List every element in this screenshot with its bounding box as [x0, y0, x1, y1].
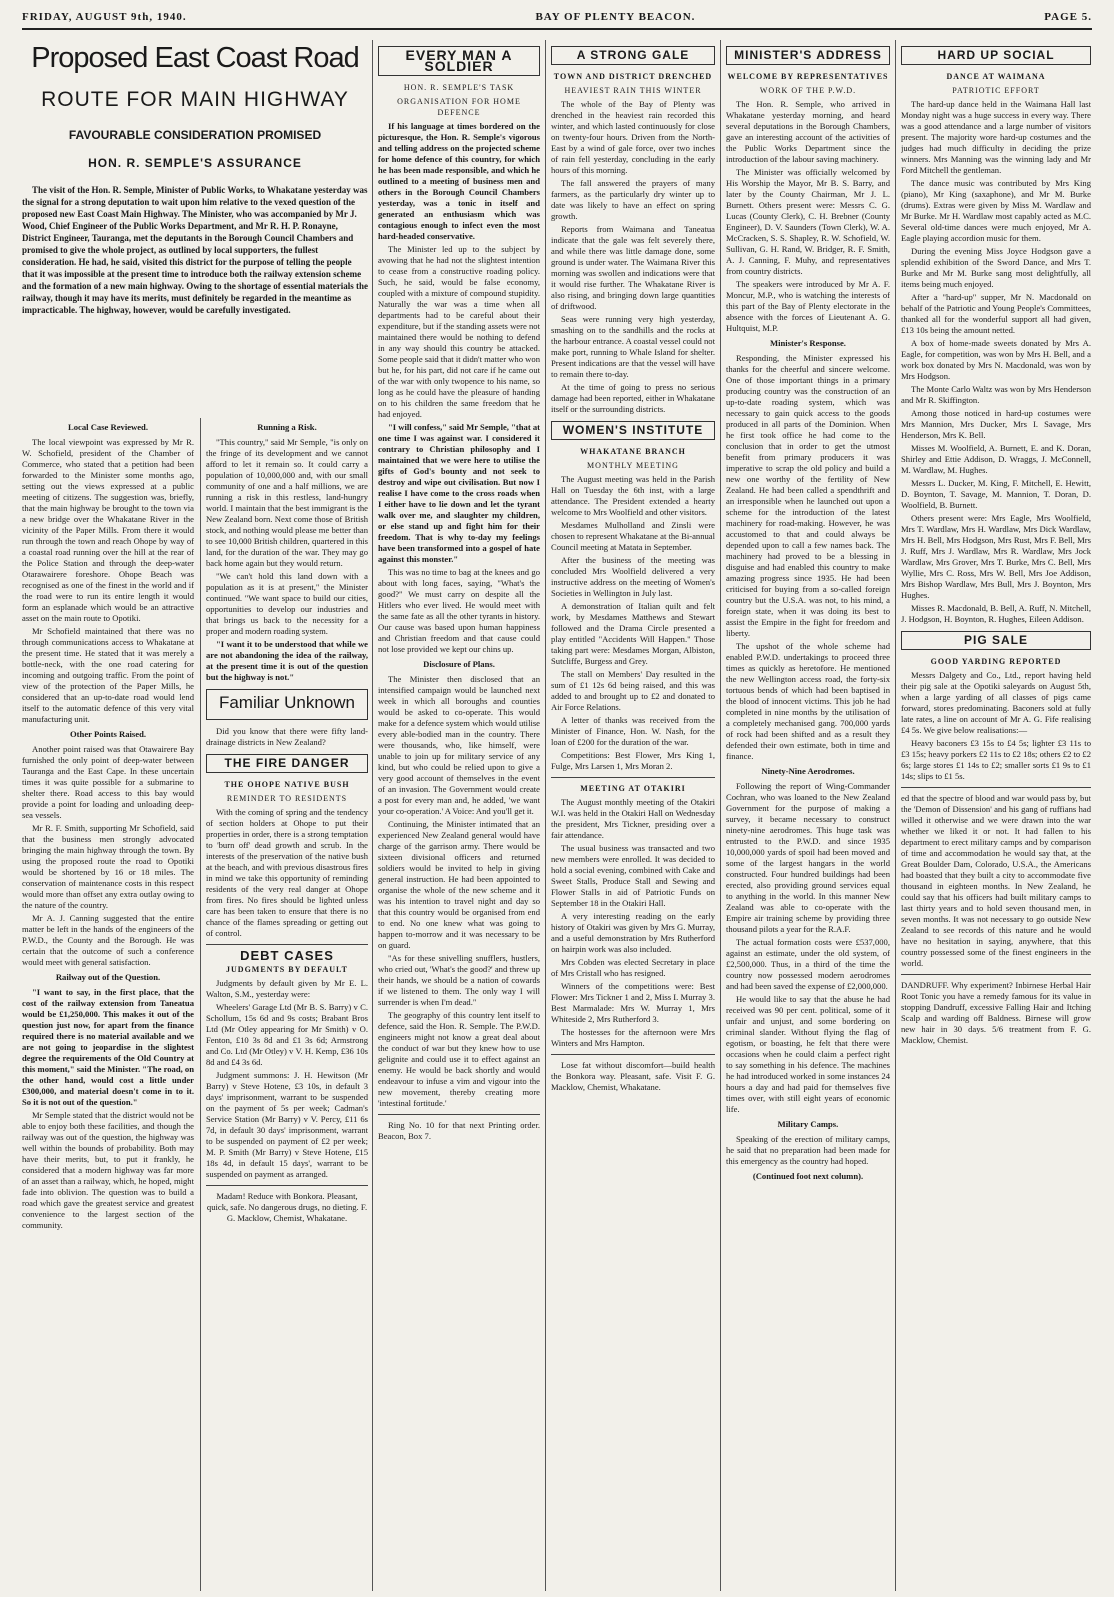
continued-note: (Continued foot next column). — [752, 1171, 864, 1181]
lead-risk-3: "I want it to be understood that while we are not abandoning the idea of the railway, at the present time it is out of the question but the highway is not." — [206, 639, 368, 682]
minister-p5: The upshot of the whole scheme had enabled P.W.D. undertakings to proceed three times as quickly as heretofore. He mentioned the new Wellington access road, the forty-six tortuous bends of which had been baptised in the blood of innocent victims. This job he had completed in nine months by the utilisation of a completely mechanised gang. 700,000 yards of rock had been shifted and as a result they defended their own estimate, both in time and finance. — [726, 641, 890, 761]
social-p4: After a "hard-up" supper, Mr N. Macdonald on behalf of the Patriotic and Young People's Committees, thanked all for the wonderful support all had given, £13 10s being the amount netted. — [901, 292, 1091, 335]
gale-title: A STRONG GALE — [576, 48, 690, 62]
women-box — [551, 421, 715, 440]
heading-local-case: Local Case Reviewed. — [68, 422, 148, 432]
otakiri-title: MEETING AT OTAKIRI — [580, 784, 686, 793]
social-p2: The dance music was contributed by Mrs King (piano), Mr King (saxaphone), and Mr M. Burke (drums). Extras were given by Miss M. Wardlaw and Mr Burke. Mr H. Wardlaw most capably acted as M.C. Several old-time dances were much enjoyed, Mr A. Eagle playing accordion music for them. — [901, 178, 1091, 243]
social-p10: Others present were: Mrs Eagle, Mrs Woolfield, Mrs T. Wardlaw, Mrs H. Wardlaw, Mrs Dick Wardlaw, Mrs H. Bell, Mrs Hodgson, Mrs Rust, Mrs F. Bell, Mrs J. Ruff, Mrs J. Wardlaw, Mrs R. Wardlaw, Mrs Jock Wardlaw, Mrs Grover, Mrs T. Burke, Mrs C. Bell, Mrs Wyllie, Mrs C. Ross, Mrs W. Bell, Mrs Joe Addison, Mrs Bishop Wardlaw, Mrs Bull, Mrs J. Boynton, Mrs Hughes. — [901, 513, 1091, 600]
column-rule — [200, 418, 201, 1591]
minister-p8: He would like to say that the abuse he had received was 90 per cent. political, some of it unfair and unjust, and some bordering on criminal slander. Without flying the flag of egotism, or boasting, he felt that there were occasions when he could claim a perfect right to say something in his defence. The machines he had introduced worked in some instances 24 hours a day and had paid for themselves five times over, with still eight years of economic life. — [726, 994, 890, 1114]
debt-p2: Wheelers' Garage Ltd (Mr B. S. Barry) v C. Schollum, 15s 6d and 9s costs; Brabant Bros Ltd (Mr Otley appearing for Mr Smith) v O. Fenton, £10 3s 8d and £1 3s 6d; Armstrong and Co. Ltd (Mr Otley) v V. H. Kemp, £36 10s 8d and £4 3s 6d. — [206, 1002, 368, 1067]
soldier-box — [378, 46, 540, 76]
heading-running-risk: Running a Risk. — [257, 422, 317, 432]
soldier-p4: Continuing, the Minister intimated that an experienced New Zealand general would have charge of the garrison army. There would be sixteen divisional officers and returned soldiers would be invited to help in giving general instruction. He had been appointed to organise the whole of the new scheme and it was his intention to travel night and day so that this country would be organised from end to end. No one knew what was going to happen to-morrow and it was necessary to be on guard. — [378, 819, 540, 950]
social-box — [901, 46, 1091, 65]
social-title: HARD UP SOCIAL — [937, 48, 1055, 62]
bonkora-ad: Madam! Reduce with Bonkora. Pleasant, quick, safe. No dangerous drugs, no dieting. F. G. Macklow, Chemist, Whakatane. — [206, 1191, 368, 1223]
divider — [551, 1054, 715, 1055]
soldier-p1: The Minister led up to the subject by avowing that he had not the slightest intention to cease from a constructive roading policy. Such, he said, would be false economy, coupled with a mixture of compound stupidity. Naturally the war was a time when all departments had to be careful about their expenditure, but if the standing assets were not maintained there would be nothing to defend in any way should this country be attacked. Some people said that it didn't matter who won but he, for his part, did not care if he came out of the war with only twopence to his name, so long as he could have the pleasure of handing on to his children the same freedom that he had enjoyed. — [378, 244, 540, 419]
debt-p3: Judgment summons: J. H. Hewitson (Mr Barry) v Steve Hotene, £3 10s, in default 3 days' imprisonment, warrant to be suspended on the payment of 5s per week; Cadman's Service Station (Mr Barry) v V. Percy, £11 6s 7d, in default 30 days' imprisonment, warrant to be suspended on payment of £2 per week; M. P. Smith (Mr Barry) v Steve Hotene, £15 18s 4d, in default 15 days', warrant to be suspended on payment as arranged. — [206, 1070, 368, 1179]
familiar-title: Familiar Unknown — [218, 693, 356, 712]
lead-risk-2: "We can't hold this land down with a population as it is at present," the Minister continued. "We want space to build our cities, opportunities to develop our industries and that brings us back to the necessity for a proper and modern roading system. — [206, 571, 368, 636]
social-p3: During the evening Miss Joyce Hodgson gave a splendid exhibition of the Sword Dance, and Mrs T. Burke and Mr M. Burke sang most delightfully, all items being much enjoyed. — [901, 246, 1091, 289]
lead-local-2: Mr Schofield maintained that there was no through communications access to Whakatane at the present time. He stated that it was merely a bottle-neck, with the one road catering for incoming and outgoing traffic. From the point of view of the protection of the Paper Mills, he considered that an up-to-date road would lend itself to the automatic defence of this very vital manufacturing unit. — [22, 626, 194, 724]
column-4 — [551, 40, 715, 1591]
women-p2: Mesdames Mulholland and Zinsli were chosen to represent Whakatane at the Bi-annual Council meeting at Matata in September. — [551, 520, 715, 552]
minister-box — [726, 46, 890, 65]
paper-name: BAY OF PLENTY BEACON. — [535, 11, 696, 23]
gale-box — [551, 46, 715, 65]
heading-other-points: Other Points Raised. — [70, 729, 146, 739]
gale-p4: Seas were running very high yesterday, smashing on to the sandhills and the rocks at the harbour entrance. A coastal vessel could not make port, running to Whale Island for shelter. Present indications are that the vessel will have to remain there to-day. — [551, 314, 715, 379]
lead-banner — [22, 40, 368, 410]
soldier-p3: The Minister then disclosed that an intensified campaign would be launched next week in which all boroughs and counties would be asked to co-operate. This would make for a defence system which would utilise every able-bodied man in the country. There were thousands, who, like himself, were unable to join up for military service of any kind, but who could be relied upon to give a very good account of themselves in the event of an invasion. The Government would create a post for every man and, he added, 'we want your co-operation.' A Voice: And you'll get it. — [378, 674, 540, 816]
soldier-sub2: ORGANISATION FOR HOME DEFENCE — [397, 97, 521, 117]
heading-camps: Military Camps. — [777, 1119, 839, 1129]
social-p9: Messrs L. Ducker, M. King, F. Mitchell, E. Hewitt, D. Boynton, T. Savage, M. Mannion, T. Doran, D. Woolfield, B. Burnett. — [901, 478, 1091, 510]
otakiri-p1: The August monthly meeting of the Otakiri W.I. was held in the Otakiri Hall on Wednesday the president, Mrs Tickner, presiding over a fair attendance. — [551, 797, 715, 840]
familiar-body: Did you know that there were fifty land-drainage districts in New Zealand? — [206, 726, 368, 747]
women-p1: The August meeting was held in the Parish Hall on Tuesday the 6th inst, with a large attendance. The President extended a hearty welcome to Mrs Woolfield and other visitors. — [551, 474, 715, 517]
gale-p2: The fall answered the prayers of many farmers, as the particularly dry winter up to date was likely to have an effect on spring growth. — [551, 178, 715, 221]
otakiri-p2: The usual business was transacted and two new members were enrolled. It was decided to hold a social evening, combined with Cake and Sweet Stalls, Produce Stall and Sewing and Flower Stalls in aid of Patriotic Funds on September 18 in the Otakiri Hall. — [551, 843, 715, 908]
divider — [378, 1114, 540, 1115]
pig-title: PIG SALE — [963, 633, 1028, 647]
minister-sub2: WORK OF THE P.W.D. — [759, 86, 857, 95]
fire-title: THE FIRE DANGER — [224, 756, 350, 770]
column-2 — [206, 418, 368, 1591]
social-sub2: PATRIOTIC EFFORT — [952, 86, 1040, 95]
issue-date: FRIDAY, AUGUST 9th, 1940. — [22, 11, 187, 23]
heading-aerodromes: Ninety-Nine Aerodromes. — [761, 766, 855, 776]
women-p3: After the business of the meeting was concluded Mrs Woolfield delivered a very instructive address on the meeting of Women's Societies in Wellington in July last. — [551, 555, 715, 598]
debt-sub: JUDGMENTS BY DEFAULT — [226, 965, 348, 974]
women-p5: The stall on Members' Day resulted in the sum of £1 12s 6d being raised, and this was added to and brought up to £2 and donated to Air Force Relations. — [551, 669, 715, 712]
soldier-p6: The geography of this country lent itself to defence, said the Hon. R. Semple. The P.W.D. engineers might not know a great deal about the conduct of war but they knew how to use gelignite and could use it to effect against an enemy. He would be back shortly and would endeavour to infuse a vim and vigour into the new movement, thereby creating more 'intestinal fortitude.' — [378, 1010, 540, 1108]
gale-p3: Reports from Waimana and Taneatua indicate that the gale was felt severely there, and while there was little damage done, some ground is under water. The Waimana River this morning was swollen and indications were that it would rise further. The Whakatane River is also rising, and bringing down large quantities of driftwood. — [551, 224, 715, 311]
divider — [901, 974, 1091, 975]
printing-ad: Ring No. 10 for that next Printing order. Beacon, Box 7. — [378, 1120, 540, 1141]
minister-p2: The Minister was officially welcomed by His Worship the Mayor, Mr B. S. Barry, and later by the County Chairman, Mr J. L. Burnett. Others present were: Messrs C. G. Lucas (County Clerk), C. H. Brebner (County Engineer), D. V. Saunders (Town Clerk), W. A. McCracken, S. S. Shapley, R. W. Schofield, W. Sullivan, G. H. Rand, W. Bridger, R. F. Smith, A. J. Canning, F. Muhy, and representatives from country districts. — [726, 167, 890, 276]
dandruff-ad: DANDRUFF. Why experiment? Inbirnese Herbal Hair Root Tonic you have a remedy famous for its value in stopping Dandruff, excessive Falling Hair and Itching Scalp and warding off Baldness. Birnese will grow new hair in 30 days. 5/6 treatment from F. G. Macklow, Chemist. — [901, 980, 1091, 1045]
heading-response: Minister's Response. — [770, 338, 846, 348]
pig-p2: Heavy baconers £3 15s to £4 5s; lighter £3 11s to £3 15s; heavy porkers £2 11s to £2 18s; others £2 to £2 6s; large stores £1 14s to £2; smaller sorts £1 9s to £1 14s; slips to £1 5s. — [901, 738, 1091, 781]
lead-local-1: The local viewpoint was expressed by Mr R. W. Schofield, president of the Chamber of Commerce, who stated that a petition had been forwarded to the Minister some months ago, setting out the views expressed at a public meeting of citizens. The suggestion was, briefly, that the main highway be brought to the town via a new bridge over the Whakatane River in the vicinity of the Paper Mills. From there it would run through the town and reach Ohope by way of a coastal road running over the hill at the rear of the Police Station and through the deep-water Otarawairere foreshore. Ohope Beach was recognised as one of the finest in the world and if the road were to run its entire length it would form an esplanade which would be an attractive asset on the main route to Opotiki. — [22, 437, 194, 623]
soldier-p5: "As for these snivelling snufflers, hustlers, who cried out, 'What's the good?' and threw up their hands, we should be a nation of cowards if we listened to them. The only way I will surrender is when I'm dead." — [378, 953, 540, 1007]
column-rule — [545, 40, 546, 1591]
fire-sub2: REMINDER TO RESIDENTS — [226, 794, 348, 803]
social-sub: DANCE AT WAIMANA — [946, 72, 1046, 81]
heading-railway: Railway out of the Question. — [55, 972, 161, 982]
lead-other-2: Mr R. F. Smith, supporting Mr Schofield, said that the business men strongly advocated bringing the main highway through the town. By using the proposed route the road to Opotiki would be shortened by 16 or 18 miles. The conservation of maintenance costs in this respect would more than offset any extra outlay owing to the nature of the country. — [22, 823, 194, 910]
otakiri-p5: Winners of the competitions were: Best Flower: Mrs Tickner 1 and 2, Miss I. Murray 3. Best Marmalade: Mrs W. Murray 1, Mrs Whiteside 2, Mrs Rutherford 3. — [551, 981, 715, 1024]
social-p1: The hard-up dance held in the Waimana Hall last Monday night was a huge success in every way. There was a good attendance and a large number of visitors present. The majority wore hard-up costumes and the judges had much difficulty in deciding the prize winners. Mrs Manning was the winning lady and Mr Ford Mitchell the gentleman. — [901, 99, 1091, 175]
column-rule — [372, 40, 373, 1591]
column-rule — [720, 40, 721, 1591]
soldier-sub: HON. R. SEMPLE'S TASK — [403, 83, 515, 92]
minister-p4: Responding, the Minister expressed his thanks for the cheerful and sincere welcome. One of those important things in a primary producing country was the construction of an up-to-date roading system, which was necessary to gain quick access to the goods produced in all parts of the Dominion. When he first took office he had come to the conclusion that in order to get the utmost benefit from primary producers it was imperative to scrap the old policy and build a new one worthy of the fertility of New Zealand. He had been called a spendthrift and an irresponsible when he launched out upon a scheme for the introduction of the latest machinery for road-making. However, he was accustomed to that and could always be depended upon to call a few names back. The machinery had proved to be a blessing in disguise and had enabled this country to make amazing progress since 1935. He had been criticised for buying from a so-called foreign country but the U.S.A. was not, to his mind, a foreign state, when it was doing its best to assist the Empire in the fight for freedom and liberty. — [726, 353, 890, 638]
gale-p5: At the time of going to press no serious damage had been reported, either in Whakatane itself or the surrounding districts. — [551, 382, 715, 414]
social-p6: The Monte Carlo Waltz was won by Mrs Henderson and Mr R. Skiffington. — [901, 384, 1091, 405]
divider — [206, 1185, 368, 1186]
pig-sub: GOOD YARDING REPORTED — [930, 657, 1062, 666]
minister-p9: Speaking of the erection of military camps, he said that no preparation had been made for this emergency as the country had hoped. — [726, 1134, 890, 1166]
bonkora-ad-2: Lose fat without discomfort—build health the Bonkora way. Pleasant, safe. Visit F. G. Macklow, Chemist, Whakatane. — [551, 1060, 715, 1092]
social-p5: A box of home-made sweets donated by Mrs A. Eagle, for competition, was won by Mrs H. Bell, and a work box donated by Mrs N. Macdonald, was won by Mrs Hodgson. — [901, 338, 1091, 381]
minister-title: MINISTER'S ADDRESS — [734, 48, 882, 62]
divider — [901, 787, 1091, 788]
soldier-quote: "I will confess," said Mr Semple, "that at one time I was against war. I considered it contrary to Christian philosophy and I maintained that we were here to utilise the gifts of God's bounty and not seek to destroy and wipe out civilisation. But now I realise I have come to the cross roads when I either have to lie down and let the tyrant walk over me, and slaughter my children, or else stand up and fight him for their freedom. That is why to-day my feelings have been transformed into a gospel of hate against this monster." — [378, 422, 540, 564]
heading-plans: Disclosure of Plans. — [423, 659, 495, 669]
column-5 — [726, 40, 890, 1591]
fire-sub: THE OHOPE NATIVE BUSH — [224, 780, 350, 789]
column-rule — [895, 40, 896, 1591]
minister-p3: The speakers were introduced by Mr A. F. Moncur, M.P., who is watching the interests of this part of the Bay of Plenty electorate in the absence with the forces of Lieutenant A. G. Hultquist, M.P. — [726, 279, 890, 333]
column-6 — [901, 40, 1091, 1591]
column-1 — [22, 418, 194, 1591]
minister-p6: Following the report of Wing-Commander Cochran, who was loaned to the New Zealand Government for the purpose of making a survey, it became necessary to construct ninety-nine aerodromes. This huge task was entrusted to the P.W.D. and since 1935 10,000,000 yards of spoil had been moved and some of the largest hangars in the world constructed. Four hundred buildings had been erected, also providing ground services equal to anything in the world. In this manner New Zealand was able to co-operate with the Empire air training scheme by providing three thousand pilots a year for the R.A.F. — [726, 781, 890, 934]
lead-intro: The visit of the Hon. R. Semple, Minister of Public Works, to Whakatane yesterday was the signal for a strong deputation to wait upon him relative to the vexed question of the proposed new East Coast Main Highway. The Minister, who was accompanied by Mr J. Wood, Chief Engineer of the Public Works Department, and Mr R. H. P. Ronayne, District Engineer, Tauranga, met the deputants in the Borough Council Chambers and promised to give the whole project, as outlined by local supporters, the fullest consideration. He had, he said, visited this district for the purpose of telling the people that it was impossible at the present time to introduce both the railway extension scheme and the formation of a new main highway. Owing to the shortage of essential materials the railway, though it may have its merits, must definitely be regarded in the meantime as impracticable. The highway, however, would be carefully investigated. — [22, 185, 368, 315]
lead-sub2: HON. R. SEMPLE'S ASSURANCE — [88, 156, 302, 170]
lead-sub1: FAVOURABLE CONSIDERATION PROMISED — [68, 128, 322, 142]
social-p7: Among those noticed in hard-up costumes were Mrs Mannion, Mrs Ducker, Mrs I. Savage, Mrs Henderson, Mrs K. Bell. — [901, 408, 1091, 440]
women-p6: A letter of thanks was received from the Minister of Finance, Hon. W. Nash, for the loan of £200 for the duration of the war. — [551, 715, 715, 747]
women-p7: Competitions: Best Flower, Mrs King 1, Fulge, Mrs Larsen 1, Mrs Moran 2. — [551, 750, 715, 771]
fire-danger-box — [206, 754, 368, 773]
soldier-intro: If his language at times bordered on the picturesque, the Hon. R. Semple's vigorous and telling address on the projected scheme for home defence of this country, for which he has been made responsible, and which he outlined to a meeting of business men and others in the Borough Council Chambers yesterday, was a tonic in itself and generated an enthusiasm which was contagious enough to infect even the most hard-headed conservative. — [378, 121, 540, 241]
fire-body: With the coming of spring and the tendency of section holders at Ohope to put their properties in order, there is a strong temptation to 'burn off' dead growth and scrub. In the interests of the preservation of the native bush at the beach, and with previous disastrous fires in mind we take this opportunity of reminding residents of the very real danger at Ohope from fires. No fires should be lighted unless care has been taken to ensure that there is no chance of the flames spreading or getting out of control. — [206, 807, 368, 938]
lead-deck: ROUTE FOR MAIN HIGHWAY — [41, 88, 349, 111]
pig-p1: Messrs Dalgety and Co., Ltd., report having held their pig sale at the Opotiki saleyards on August 5th, when a large yarding of all classes of pigs came forward, stores predominating. Baconers sold at fully late rates, a line on account of Mr A. G. Fife realising £4 5s. We give below realisations:— — [901, 670, 1091, 735]
gale-sub: TOWN AND DISTRICT DRENCHED — [553, 72, 713, 81]
column-3 — [378, 40, 540, 1591]
debt-title: DEBT CASES — [240, 948, 334, 963]
soldier-title: EVERY MAN A SOLDIER — [405, 47, 513, 74]
lead-other-3: Mr A. J. Canning suggested that the entire matter be left in the hands of the engineers of the P.W.D., the County and the Borough. He was certain that the outcome of such a conference would meet with general satisfaction. — [22, 913, 194, 967]
gale-p1: The whole of the Bay of Plenty was drenched in the heaviest rain recorded this winter, and which lasted continuously for close on twenty-four hours. Driven from the North-East by a wind of gale force, over two inches of rain fell yesterday, concluding in the early hours of this morning. — [551, 99, 715, 175]
lead-risk-1: "This country," said Mr Semple, "is only on the fringe of its development and we cannot afford to let it remain so. It could carry a population of 10,000,000 and, with our small community of one and a half millions, we are running a risk in this restless, land-hungry world. I maintain that the best immigrant is the New Zealand born. Next come those of British stock, and nothing would please me better than to see 10,000 British children, quartered in this land, for the duration of the war. They may go back home again but they would return. — [206, 437, 368, 568]
debt-p1: Judgments by default given by Mr E. L. Walton, S.M., yesterday were: — [206, 978, 368, 999]
minister-p1: The Hon. R. Semple, who arrived in Whakatane yesterday morning, and heard several deputations in the Borough Chambers, gave an interesting account of the activities of the Public Works Department since the introduction of the labour saving machinery. — [726, 99, 890, 164]
page-number: PAGE 5. — [1044, 11, 1092, 23]
minister-p7: The actual formation costs were £537,000, against an estimate, under the old system, of £2,500,000. Thus, in a third of the time the country now possessed modern aerodromes and had been saved the expense of £2,000,000. — [726, 937, 890, 991]
divider — [206, 944, 368, 945]
pig-box — [901, 631, 1091, 650]
women-title: WOMEN'S INSTITUTE — [562, 423, 704, 437]
minister-sub: WELCOME BY REPRESENTATIVES — [727, 72, 889, 81]
gale-sub2: HEAVIEST RAIN THIS WINTER — [564, 86, 702, 95]
social-p8: Misses M. Woolfield, A. Burnett, E. and K. Doran, Shirley and Ettie Addison, D. Wraggs, J. McConnell, M. Wardlaw, M. Hughes. — [901, 443, 1091, 475]
divider — [551, 777, 715, 778]
minister-continued: ed that the spectre of blood and war would pass by, but the 'Demon of Dissension' and his gang of ruffians had willed it otherwise and we were drawn into the war whether we liked it or not. It had fallen to his department to erect military camps and by comparison of time and accommodation he would say that, at the Great Boulder Dam, Colorado, U.S.A., the Americans had boasted that they built a city to accommodate five thousand in eighteen months. In New Zealand, he could say that his officers had built military camps to last thirty years and to hold seven thousand men, in seven months. It was not necessary to go outside New Zealand to see records of this nature and he would have no hesitation in saying, anywhere, that this country possessed some of the finest engineers in the world. — [901, 793, 1091, 968]
familiar-unknown-box — [206, 689, 368, 720]
otakiri-p6: The hostesses for the afternoon were Mrs Winters and Mrs Hampton. — [551, 1027, 715, 1048]
lead-rail-1: "I want to say, in the first place, that the cost of the railway extension from Taneatua would be £1,250,000. This makes it out of the question just now, for apart from the finance required there is no material available and we are not going to jeopardise in the slightest degree the requirements of the Old Country at this moment," said the Minister. "The road, on the other hand, would cost a little under £300,000, and material doesn't come in to it. So it is not out of the question." — [22, 987, 194, 1107]
lead-rail-2: Mr Semple stated that the district would not be able to enjoy both these facilities, and though the railway was out of the question, the highway was well within the bounds of probability. Both may have their merits, but, to put it frankly, he considered that a modern highway was far more of an asset than a railway, which, he hoped, might fade into oblivion. The question was to build a road which gave the greatest service and greatest convenience to the largest section of the community. — [22, 1110, 194, 1230]
lead-headline: Proposed East Coast Road — [31, 42, 359, 74]
otakiri-p4: Mrs Cobden was elected Secretary in place of Mrs Cristall who has resigned. — [551, 957, 715, 978]
women-sub2: MONTHLY MEETING — [587, 461, 679, 470]
lead-other-1: Another point raised was that Otawairere Bay furnished the only point of deep-water between Tauranga and the East Cape. In these uncertain times it was quite possible for a submarine to shelter there. Road access to this bay would provide a point for loading and unloading deep-sea vessels. — [22, 744, 194, 820]
women-p4: A demonstration of Italian quilt and felt work, by Mesdames Matthews and Stewart followed and the Drama Circle presented a play entitled "Accidents Will Happen." Those taking part were: Mesdames Morgan, Albiston, Sutcliffe, Burgess and Grey. — [551, 601, 715, 666]
soldier-p2: This was no time to bag at the knees and go about with long faces, saying, "What's the good?" We must carry on despite all the Hitlers who ever lived. He would meet with the same fate as all the other tyrants in history. Our cause was based upon human happiness and Christian freedom and that cause could not lose provided we kept our chins up. — [378, 567, 540, 654]
otakiri-p3: A very interesting reading on the early history of Otakiri was given by Mrs G. Murray, and a useful demonstration by Mrs Rutherford on hairpin work was also included. — [551, 911, 715, 954]
masthead — [22, 6, 1092, 30]
social-p11: Misses R. Macdonald, B. Bell, A. Ruff, N. Mitchell, J. Hodgson, H. Boynton, R. Hughes, Eileen Addison. — [901, 603, 1091, 624]
women-sub: WHAKATANE BRANCH — [580, 447, 686, 456]
